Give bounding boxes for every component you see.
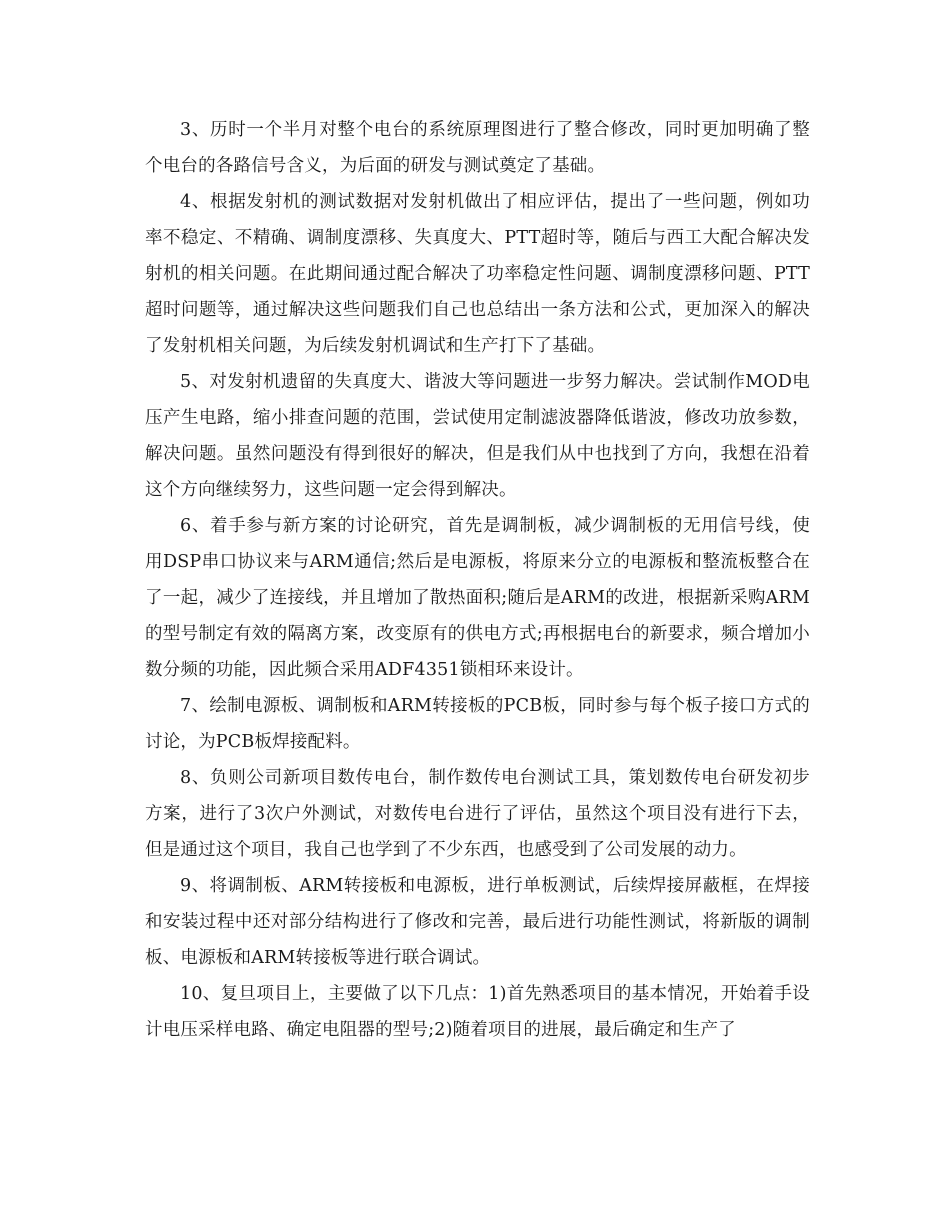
paragraph-9: 9、将调制板、ARM转接板和电源板，进行单板测试，后续焊接屏蔽框，在焊接和安装过程中还对部分结构进行了修改和完善，最后进行功能性测试，将新版的调制板、电源板和ARM转接板等进行联合调试。 [145,876,810,968]
paragraph-7: 7、绘制电源板、调制板和ARM转接板的PCB板，同时参与每个板子接口方式的讨论，为PCB板焊接配料。 [145,696,810,752]
document-body [145,112,810,1048]
paragraph-3: 3、历时一个半月对整个电台的系统原理图进行了整合修改，同时更加明确了整个电台的各路信号含义，为后面的研发与测试奠定了基础。 [145,120,810,176]
paragraph-4: 4、根据发射机的测试数据对发射机做出了相应评估，提出了一些问题，例如功率不稳定、不精确、调制度漂移、失真度大、PTT超时等，随后与西工大配合解决发射机的相关问题。在此期间通过配合解决了功率稳定性问题、调制度漂移问题、PTT超时问题等，通过解决这些问题我们自己也总结出一条方法和公式，更加深入的解决了发射机相关问题，为后续发射机调试和生产打下了基础。 [145,192,810,356]
paragraph-6: 6、着手参与新方案的讨论研究，首先是调制板，减少调制板的无用信号线，使用DSP串口协议来与ARM通信;然后是电源板，将原来分立的电源板和整流板整合在了一起，减少了连接线，并且增加了散热面积;随后是ARM的改进，根据新采购ARM的型号制定有效的隔离方案，改变原有的供电方式;再根据电台的新要求，频合增加小数分频的功能，因此频合采用ADF4351锁相环来设计。 [145,516,810,680]
paragraph-8: 8、负则公司新项目数传电台，制作数传电台测试工具，策划数传电台研发初步方案，进行了3次户外测试，对数传电台进行了评估，虽然这个项目没有进行下去，但是通过这个项目，我自己也学到了不少东西，也感受到了公司发展的动力。 [145,768,810,860]
paragraph-10: 10、复旦项目上，主要做了以下几点：1)首先熟悉项目的基本情况，开始着手设计电压采样电路、确定电阻器的型号;2)随着项目的进展，最后确定和生产了 [145,984,810,1040]
paragraph-5: 5、对发射机遗留的失真度大、谐波大等问题进一步努力解决。尝试制作MOD电压产生电路，缩小排查问题的范围，尝试使用定制滤波器降低谐波，修改功放参数，解决问题。虽然问题没有得到很好的解决，但是我们从中也找到了方向，我想在沿着这个方向继续努力，这些问题一定会得到解决。 [145,372,810,500]
